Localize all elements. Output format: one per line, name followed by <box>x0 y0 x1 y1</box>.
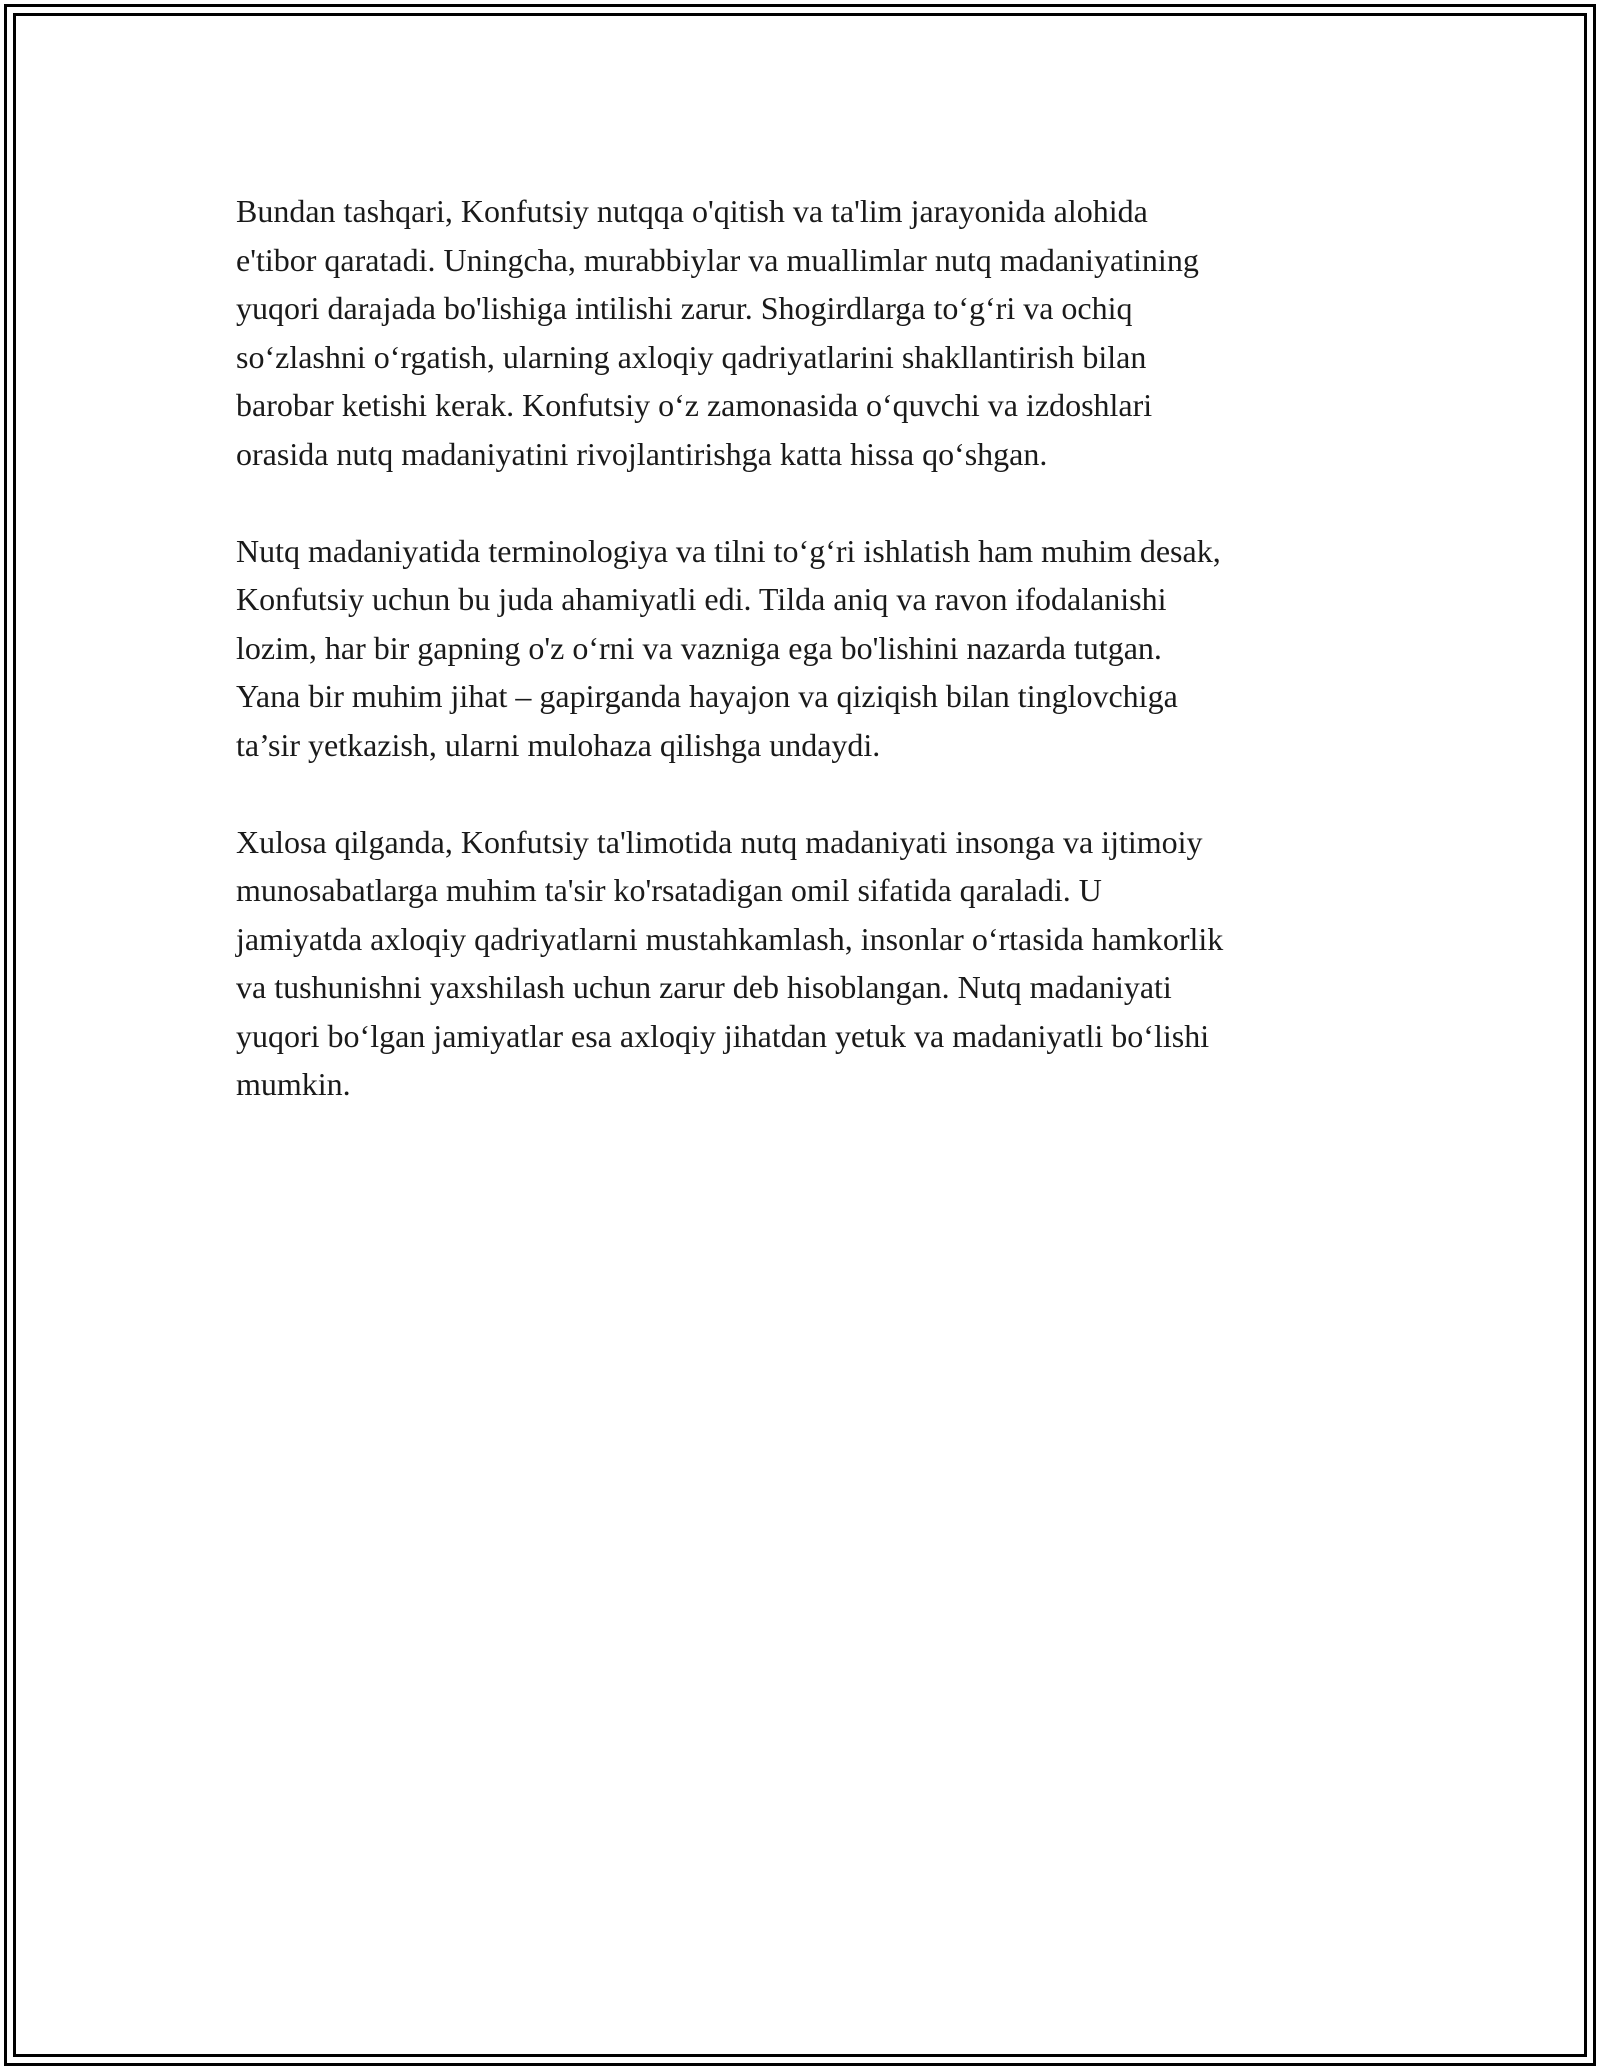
paragraph-line: Xulosa qilganda, Konfutsiy ta'limotida nutq madaniyati insonga va ijtimoiy <box>236 823 1203 860</box>
paragraph-line: yuqori darajada bo'lishiga intilishi zarur. Shogirdlarga to‘g‘ri va ochiq <box>236 290 1133 326</box>
paragraph-line: ta’sir yetkazish, ularni mulohaza qilishga undaydi. <box>236 726 881 763</box>
paragraph-line: lozim, har bir gapning o'z o‘rni va vazniga ega bo'lishini nazarda tutgan. <box>236 629 1162 666</box>
paragraph-line: yuqori bo‘lgan jamiyatlar esa axloqiy jihatdan yetuk va madaniyatli bo‘lishi <box>236 1017 1210 1054</box>
paragraph-line: va tushunishni yaxshilash uchun zarur deb hisoblangan. Nutq madaniyati <box>236 969 1172 1005</box>
paragraph-line: so‘zlashni o‘rgatish, ularning axloqiy qadriyatlarini shakllantirish bilan <box>236 338 1147 375</box>
paragraph-line: jamiyatda axloqiy qadriyatlarni mustahkamlash, insonlar o‘rtasida hamkorlik <box>236 920 1224 957</box>
paragraph-line: e'tibor qaratadi. Uningcha, murabbiylar va muallimlar nutq madaniyatining <box>236 241 1199 278</box>
paragraph-line: Nutq madaniyatida terminologiya va tilni to‘g‘ri ishlatish ham muhim desak, <box>236 532 1221 569</box>
document-body <box>236 187 1386 1157</box>
paragraph-line: Yana bir muhim jihat – gapirganda hayajon va qiziqish bilan tinglovchiga <box>236 678 1178 714</box>
paragraph-3 <box>236 818 1386 1109</box>
paragraph-1 <box>236 187 1386 478</box>
paragraph-line: barobar ketishi kerak. Konfutsiy o‘z zamonasida o‘quvchi va izdoshlari <box>236 387 1153 423</box>
paragraph-line: Konfutsiy uchun bu juda ahamiyatli edi. Tilda aniq va ravon ifodalanishi <box>236 581 1167 617</box>
paragraph-line: Bundan tashqari, Konfutsiy nutqqa o'qitish va ta'lim jarayonida alohida <box>236 193 1148 229</box>
paragraph-line: mumkin. <box>236 1066 351 1102</box>
paragraph-2 <box>236 527 1386 770</box>
paragraph-line: orasida nutq madaniyatini rivojlantirishga katta hissa qo‘shgan. <box>236 435 1048 472</box>
paragraph-line: munosabatlarga muhim ta'sir ko'rsatadigan omil sifatida qaraladi. U <box>236 872 1102 908</box>
